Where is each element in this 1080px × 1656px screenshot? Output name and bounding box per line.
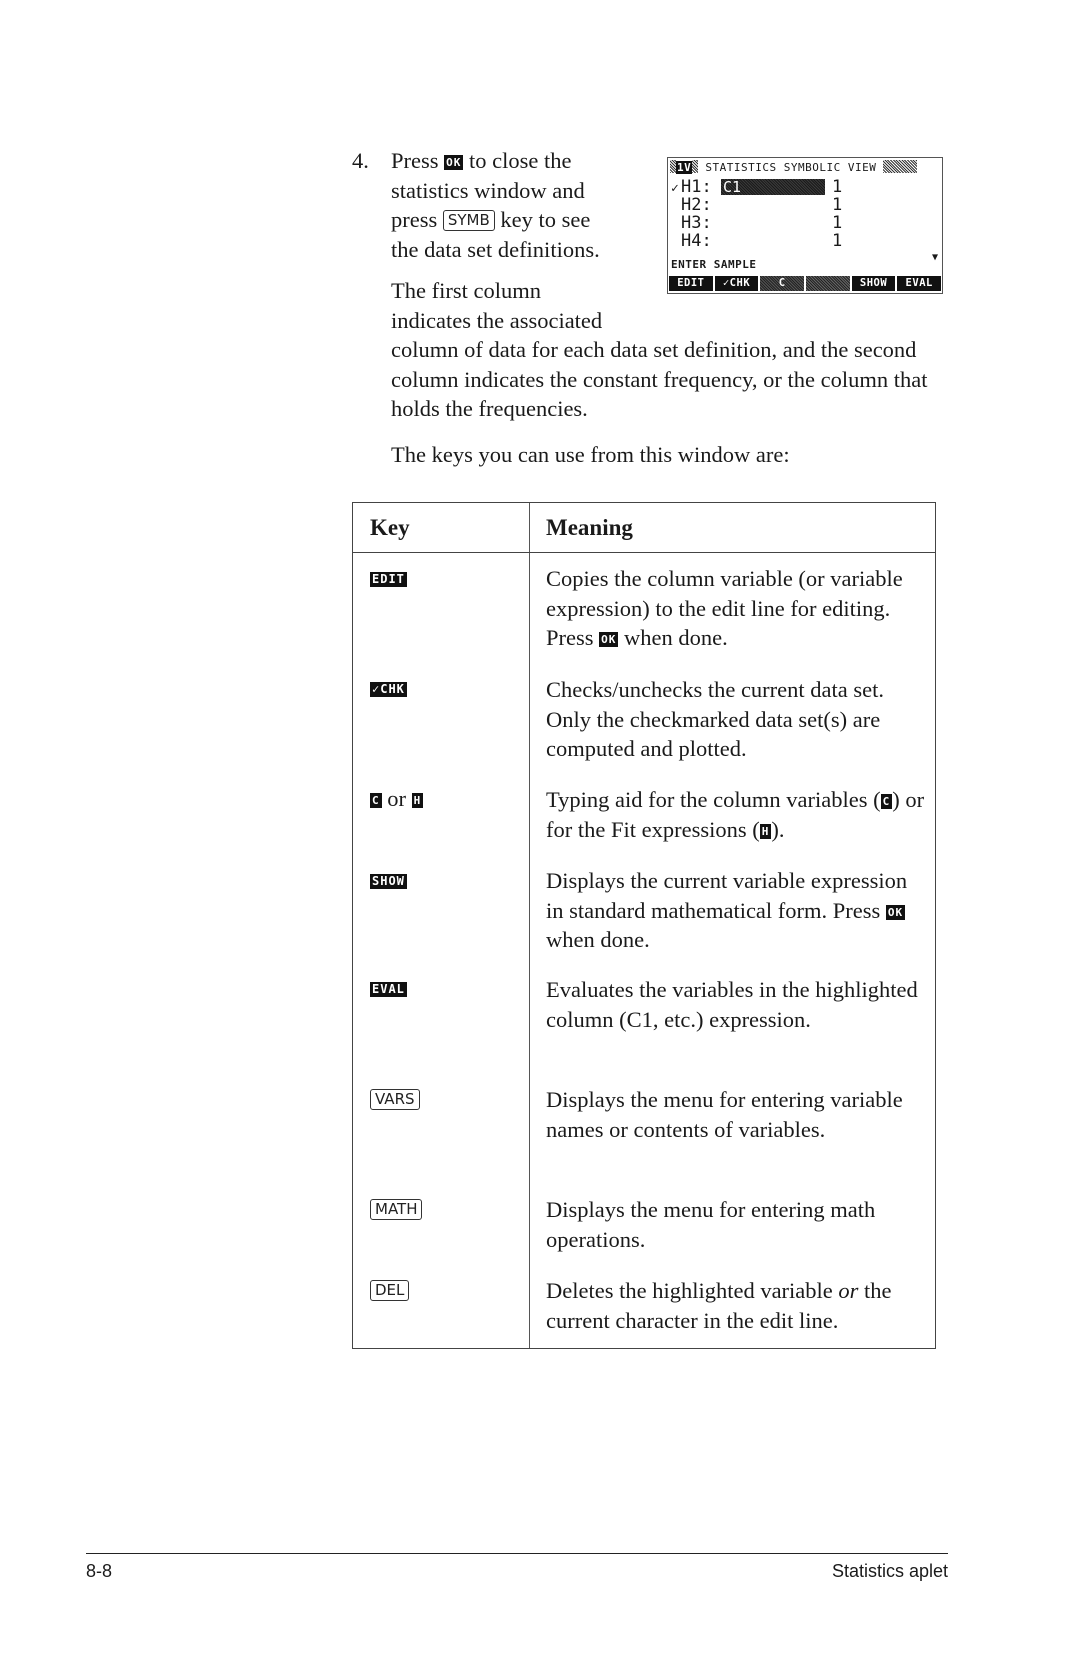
header-key: Key: [370, 515, 410, 540]
table-row-key: [370, 563, 407, 593]
explanation-rest: column of data for each data set definition, and the second column indicates the constant frequency, or the column that holds the frequencies.: [391, 337, 928, 422]
table-row-key: [370, 973, 407, 1003]
meaning-text: Displays the current variable expression in standard mathematical form. Press: [546, 868, 908, 923]
ok-softkey-icon: OK: [446, 156, 462, 169]
ok-softkey-icon: OK: [601, 633, 617, 647]
lcd-menu-edit[interactable]: EDIT: [669, 276, 713, 291]
ok-softkey-icon: OK: [887, 905, 904, 919]
table-row-meaning: Displays the menu for entering math operations.: [546, 1197, 876, 1252]
lcd-row-label: H3:: [681, 213, 712, 233]
table-row-meaning: [546, 785, 926, 844]
dither-pattern-icon: [883, 160, 917, 173]
lcd-selected-cell[interactable]: C1: [721, 179, 825, 195]
meaning-text: when done.: [618, 625, 728, 651]
lcd-menu-eval[interactable]: EVAL: [897, 276, 941, 291]
eval-softkey-icon: EVAL: [372, 982, 405, 996]
step-number: 4.: [352, 148, 369, 173]
step-text-press: Press: [391, 148, 445, 173]
column-softkey-icon: C: [372, 794, 380, 807]
table-row-meaning: Checks/unchecks the current data set. Only the checkmarked data set(s) are computed and plotted.: [546, 677, 884, 762]
lcd-row-freq: 1: [832, 177, 843, 197]
meaning-text: Deletes the highlighted variable: [546, 1278, 839, 1303]
meaning-text: Copies the column variable (or variable expression) to the edit line for editing. Press: [546, 566, 903, 651]
show-softkey-icon: SHOW: [372, 874, 405, 888]
table-row-key: [370, 865, 407, 895]
column-explanation: [391, 276, 951, 424]
vars-key-icon: VARS: [370, 1089, 420, 1110]
footer-rule: [86, 1553, 948, 1554]
lcd-title-bar: [670, 160, 938, 176]
aplet-badge-icon: 1V: [677, 161, 692, 174]
keys-intro: The keys you can use from this window are:: [391, 442, 790, 467]
table-row-key: [370, 1194, 422, 1224]
table-row-key: [370, 784, 423, 814]
meaning-text: when done.: [546, 927, 650, 953]
table-row-meaning: Evaluates the variables in the highlighted column (C1, etc.) expression.: [546, 977, 918, 1032]
del-key-icon: DEL: [370, 1280, 409, 1301]
table-row-meaning: Displays the menu for entering variable names or contents of variables.: [546, 1087, 903, 1142]
keys-table: [352, 502, 936, 1349]
step-instructions: [391, 146, 621, 264]
header-divider: [353, 552, 935, 553]
lcd-row-h4[interactable]: [671, 231, 843, 251]
lcd-menu-chk[interactable]: ✓CHK: [715, 276, 759, 291]
lcd-row-h3[interactable]: [671, 213, 843, 233]
check-softkey-icon: ✓CHK: [372, 682, 405, 696]
scroll-down-icon: ▼: [931, 252, 938, 263]
meaning-text: Typing aid for the column variables (: [546, 787, 881, 812]
column-softkey-icon: C: [882, 795, 891, 808]
lcd-row-h1[interactable]: [671, 177, 843, 197]
table-row-key: [370, 673, 407, 703]
page-number: 8-8: [86, 1561, 113, 1581]
table-row-meaning: [546, 866, 926, 955]
explanation-line-1: The first column: [391, 278, 541, 303]
lcd-menu-blank: [806, 276, 850, 291]
meaning-emphasis: or: [838, 1278, 859, 1303]
column-divider: [529, 503, 530, 1348]
fit-softkey-icon: H: [413, 794, 422, 807]
lcd-row-freq: 1: [832, 231, 843, 251]
key-or-text: or: [381, 786, 412, 811]
symb-key-icon: SYMB: [443, 210, 495, 231]
lcd-prompt: ENTER SAMPLE: [671, 258, 757, 271]
table-row-key: [370, 1084, 420, 1114]
fit-softkey-icon: H: [761, 824, 770, 838]
lcd-softkey-menu: [669, 276, 941, 291]
checkmark-icon: ✓: [671, 181, 679, 196]
meaning-text: the current character in the edit line.: [546, 1278, 892, 1333]
lcd-row-label: H2:: [681, 195, 712, 215]
lcd-menu-show[interactable]: SHOW: [852, 276, 896, 291]
step-text-close: to close the statistics window and press: [391, 148, 585, 233]
header-meaning: Meaning: [546, 515, 633, 540]
meaning-text: ) or for the Fit expressions (: [546, 787, 925, 842]
step-text-see: key to see the data set definitions.: [391, 207, 600, 262]
lcd-row-label: H4:: [681, 231, 712, 251]
calculator-screen: [667, 157, 943, 294]
table-row-key: [370, 1275, 409, 1305]
lcd-menu-c[interactable]: C: [760, 276, 804, 291]
lcd-row-freq: 1: [832, 213, 843, 233]
table-row-meaning: [546, 564, 926, 653]
lcd-title: STATISTICS SYMBOLIC VIEW: [705, 161, 877, 174]
section-title: Statistics aplet: [831, 1561, 948, 1581]
lcd-row-h2[interactable]: [671, 195, 843, 215]
dither-pattern-icon: [692, 160, 698, 173]
explanation-line-2: indicates the associated: [391, 307, 603, 333]
meaning-text: ).: [771, 816, 785, 842]
lcd-row-freq: 1: [832, 195, 843, 215]
edit-softkey-icon: EDIT: [372, 572, 405, 586]
lcd-row-label: H1:: [681, 177, 712, 197]
table-row-meaning: [546, 1276, 926, 1335]
math-key-icon: MATH: [370, 1199, 422, 1220]
